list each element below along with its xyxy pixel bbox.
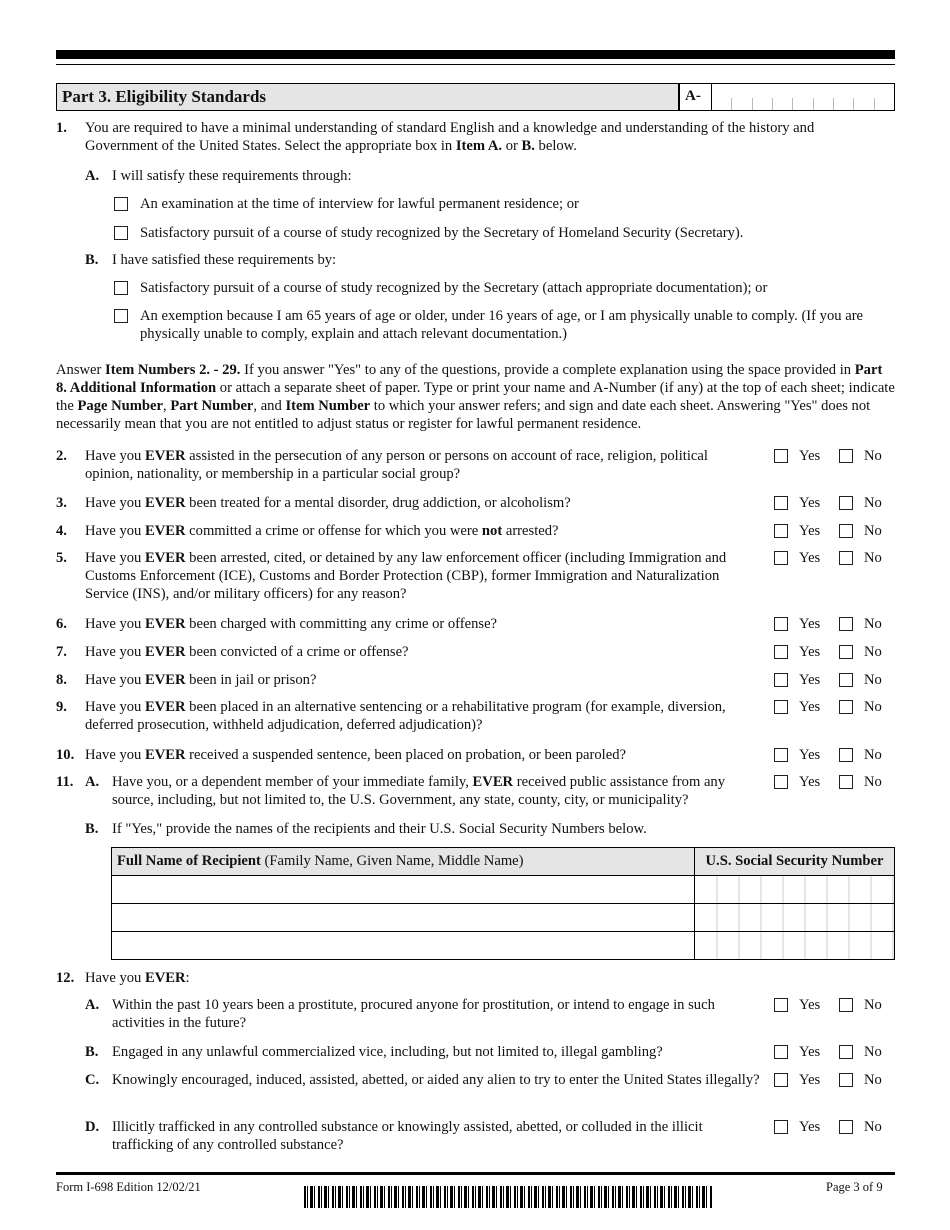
- item-11b-text: If "Yes," provide the names of the recipients and their U.S. Social Security Numbers below.: [112, 821, 647, 837]
- yes-checkbox[interactable]: [774, 1120, 788, 1134]
- checkbox-course-study[interactable]: [114, 226, 128, 240]
- no-checkbox[interactable]: [839, 645, 853, 659]
- item-letter: C.: [85, 1072, 100, 1088]
- ssn-input[interactable]: [695, 932, 895, 960]
- item-number: 1.: [56, 120, 67, 136]
- yes-checkbox[interactable]: [774, 1045, 788, 1059]
- yes-label: Yes: [799, 616, 821, 632]
- question-text: Have you EVER assisted in the persecution of any person or persons on account of race, religion, political opinion, nationality, or membership in a particular social group?: [85, 448, 708, 482]
- yes-checkbox[interactable]: [774, 617, 788, 631]
- yes-label: Yes: [799, 774, 821, 790]
- yes-label: Yes: [799, 523, 821, 539]
- no-checkbox[interactable]: [839, 1120, 853, 1134]
- item-letter: A.: [85, 168, 100, 184]
- item-letter: D.: [85, 1119, 100, 1135]
- option-text: An examination at the time of interview for lawful permanent residence; or: [140, 196, 579, 212]
- question-text: Have you EVER been charged with committing any crime or offense?: [85, 616, 498, 632]
- yes-label: Yes: [799, 448, 821, 464]
- recipient-name-input[interactable]: [112, 932, 695, 960]
- ssn-input[interactable]: [695, 876, 895, 904]
- col-full-name: Full Name of Recipient (Family Name, Given Name, Middle Name): [112, 848, 695, 876]
- item-letter: A.: [85, 997, 100, 1013]
- yes-label: Yes: [799, 997, 821, 1013]
- no-checkbox[interactable]: [839, 617, 853, 631]
- page-number: Page 3 of 9: [826, 1180, 883, 1194]
- instructions-paragraph: Answer Item Numbers 2. - 29. If you answer "Yes" to any of the questions, provide a complete explanation using the space provided in Part 8. Additional Information or attach a separate sheet of paper. Type or print your name and A-Number (if any) at the top of each sheet; indicate the Page Number, Part Number, and Item Number to which your answer refers; and sign and date each sheet. Answering "Yes" does not necessarily mean that you are not entitled to adjust status or register for lawful permanent residence.: [56, 362, 895, 432]
- no-checkbox[interactable]: [839, 775, 853, 789]
- option-text: An exemption because I am 65 years of age or older, under 16 years of age, or I am physically unable to comply. (If you are physically unable to comply, explain and attach relevant documentation.): [140, 308, 864, 342]
- yes-checkbox[interactable]: [774, 673, 788, 687]
- item-number: 2.: [56, 448, 67, 464]
- item-12-text: Have you EVER:: [85, 970, 190, 986]
- question-text: Have you EVER received a suspended sentence, been placed on probation, or been paroled?: [85, 747, 626, 763]
- no-label: No: [864, 699, 882, 715]
- question-text: Have you EVER been placed in an alternative sentencing or a rehabilitative program (for example, diversion, deferred prosecution, withheld adjudication, deferred adjudication)?: [85, 699, 726, 733]
- question-text: Illicitly trafficked in any controlled substance or knowingly assisted, abetted, or colluded in the illicit trafficking of any controlled substance?: [112, 1119, 703, 1153]
- no-label: No: [864, 523, 882, 539]
- yes-label: Yes: [799, 1119, 821, 1135]
- checkbox-exemption[interactable]: [114, 309, 128, 323]
- question-text: Engaged in any unlawful commercialized vice, including, but not limited to, illegal gambling?: [112, 1044, 663, 1060]
- no-label: No: [864, 495, 882, 511]
- no-label: No: [864, 672, 882, 688]
- no-label: No: [864, 747, 882, 763]
- yes-label: Yes: [799, 672, 821, 688]
- item-letter: A.: [85, 774, 100, 790]
- item-number: 4.: [56, 523, 67, 539]
- yes-checkbox[interactable]: [774, 748, 788, 762]
- no-label: No: [864, 774, 882, 790]
- no-checkbox[interactable]: [839, 673, 853, 687]
- part-header: [56, 83, 679, 111]
- form-edition: Form I-698 Edition 12/02/21: [56, 1180, 201, 1194]
- yes-checkbox[interactable]: [774, 645, 788, 659]
- question-text: Have you EVER been arrested, cited, or detained by any law enforcement officer (including Immigration and Customs Enforcement (ICE), Customs and Border Protection (CBP), former Immigration and Naturalization Service (INS), and/or military officers) for any reason?: [85, 550, 727, 602]
- yes-checkbox[interactable]: [774, 775, 788, 789]
- no-checkbox[interactable]: [839, 524, 853, 538]
- yes-checkbox[interactable]: [774, 551, 788, 565]
- item-letter: B.: [85, 821, 99, 837]
- question-text: Have you EVER been in jail or prison?: [85, 672, 317, 688]
- item-1b-text: I have satisfied these requirements by:: [112, 252, 337, 268]
- item-number: 10.: [56, 747, 75, 763]
- no-checkbox[interactable]: [839, 1073, 853, 1087]
- yes-label: Yes: [799, 644, 821, 660]
- yes-label: Yes: [799, 550, 821, 566]
- no-checkbox[interactable]: [839, 551, 853, 565]
- recipients-table: [111, 847, 895, 960]
- yes-checkbox[interactable]: [774, 449, 788, 463]
- no-checkbox[interactable]: [839, 449, 853, 463]
- option-text: Satisfactory pursuit of a course of study recognized by the Secretary of Homeland Security (Secretary).: [140, 225, 744, 241]
- top-rule: [56, 50, 895, 59]
- item-1-text: You are required to have a minimal understanding of standard English and a knowledge and understanding of the history and Government of the United States. Select the appropriate box in Item A. or B. below.: [85, 120, 815, 154]
- ssn-input[interactable]: [695, 904, 895, 932]
- item-letter: B.: [85, 1044, 99, 1060]
- no-label: No: [864, 448, 882, 464]
- no-checkbox[interactable]: [839, 496, 853, 510]
- yes-label: Yes: [799, 747, 821, 763]
- no-label: No: [864, 1072, 882, 1088]
- barcode-image: [304, 1186, 712, 1208]
- checkbox-course-satisfied[interactable]: [114, 281, 128, 295]
- question-text: Within the past 10 years been a prostitute, procured anyone for prostitution, or intend to engage in such activities in the future?: [112, 997, 715, 1031]
- yes-label: Yes: [799, 1044, 821, 1060]
- item-number: 3.: [56, 495, 67, 511]
- no-label: No: [864, 997, 882, 1013]
- col-ssn: U.S. Social Security Number: [695, 848, 895, 876]
- no-checkbox[interactable]: [839, 748, 853, 762]
- item-number: 9.: [56, 699, 67, 715]
- item-number: 6.: [56, 616, 67, 632]
- no-label: No: [864, 550, 882, 566]
- no-checkbox[interactable]: [839, 700, 853, 714]
- item-letter: B.: [85, 252, 99, 268]
- top-thin-rule: [56, 64, 895, 65]
- checkbox-exam[interactable]: [114, 197, 128, 211]
- no-checkbox[interactable]: [839, 1045, 853, 1059]
- no-label: No: [864, 1044, 882, 1060]
- item-number: 7.: [56, 644, 67, 660]
- yes-label: Yes: [799, 699, 821, 715]
- yes-checkbox[interactable]: [774, 700, 788, 714]
- yes-checkbox[interactable]: [774, 998, 788, 1012]
- question-text: Have you EVER been convicted of a crime or offense?: [85, 644, 409, 660]
- no-label: No: [864, 1119, 882, 1135]
- option-text: Satisfactory pursuit of a course of study recognized by the Secretary (attach appropriate documentation); or: [140, 280, 768, 296]
- item-number: 11.: [56, 774, 74, 790]
- part-title: Part 3. Eligibility Standards: [62, 87, 267, 106]
- bottom-rule: [56, 1172, 895, 1175]
- yes-checkbox[interactable]: [774, 1073, 788, 1087]
- no-checkbox[interactable]: [839, 998, 853, 1012]
- a-number-label: A-: [685, 88, 701, 104]
- yes-checkbox[interactable]: [774, 524, 788, 538]
- item-number: 12.: [56, 970, 75, 986]
- item-1a-text: I will satisfy these requirements through:: [112, 168, 352, 184]
- no-label: No: [864, 616, 882, 632]
- item-number: 5.: [56, 550, 67, 566]
- a-number-field[interactable]: [679, 83, 895, 111]
- yes-label: Yes: [799, 495, 821, 511]
- yes-label: Yes: [799, 1072, 821, 1088]
- item-number: 8.: [56, 672, 67, 688]
- yes-checkbox[interactable]: [774, 496, 788, 510]
- no-label: No: [864, 644, 882, 660]
- item-11a-text: Have you, or a dependent member of your immediate family, EVER received public assistance from any source, including, but not limited to, the U.S. Government, any state, county, city, or municipality?: [112, 774, 726, 808]
- recipient-name-input[interactable]: [112, 904, 695, 932]
- question-text: Have you EVER been treated for a mental disorder, drug addiction, or alcoholism?: [85, 495, 571, 511]
- question-text: Knowingly encouraged, induced, assisted, abetted, or aided any alien to try to enter the United States illegally?: [112, 1072, 760, 1088]
- question-text: Have you EVER committed a crime or offense for which you were not arrested?: [85, 523, 559, 539]
- recipient-name-input[interactable]: [112, 876, 695, 904]
